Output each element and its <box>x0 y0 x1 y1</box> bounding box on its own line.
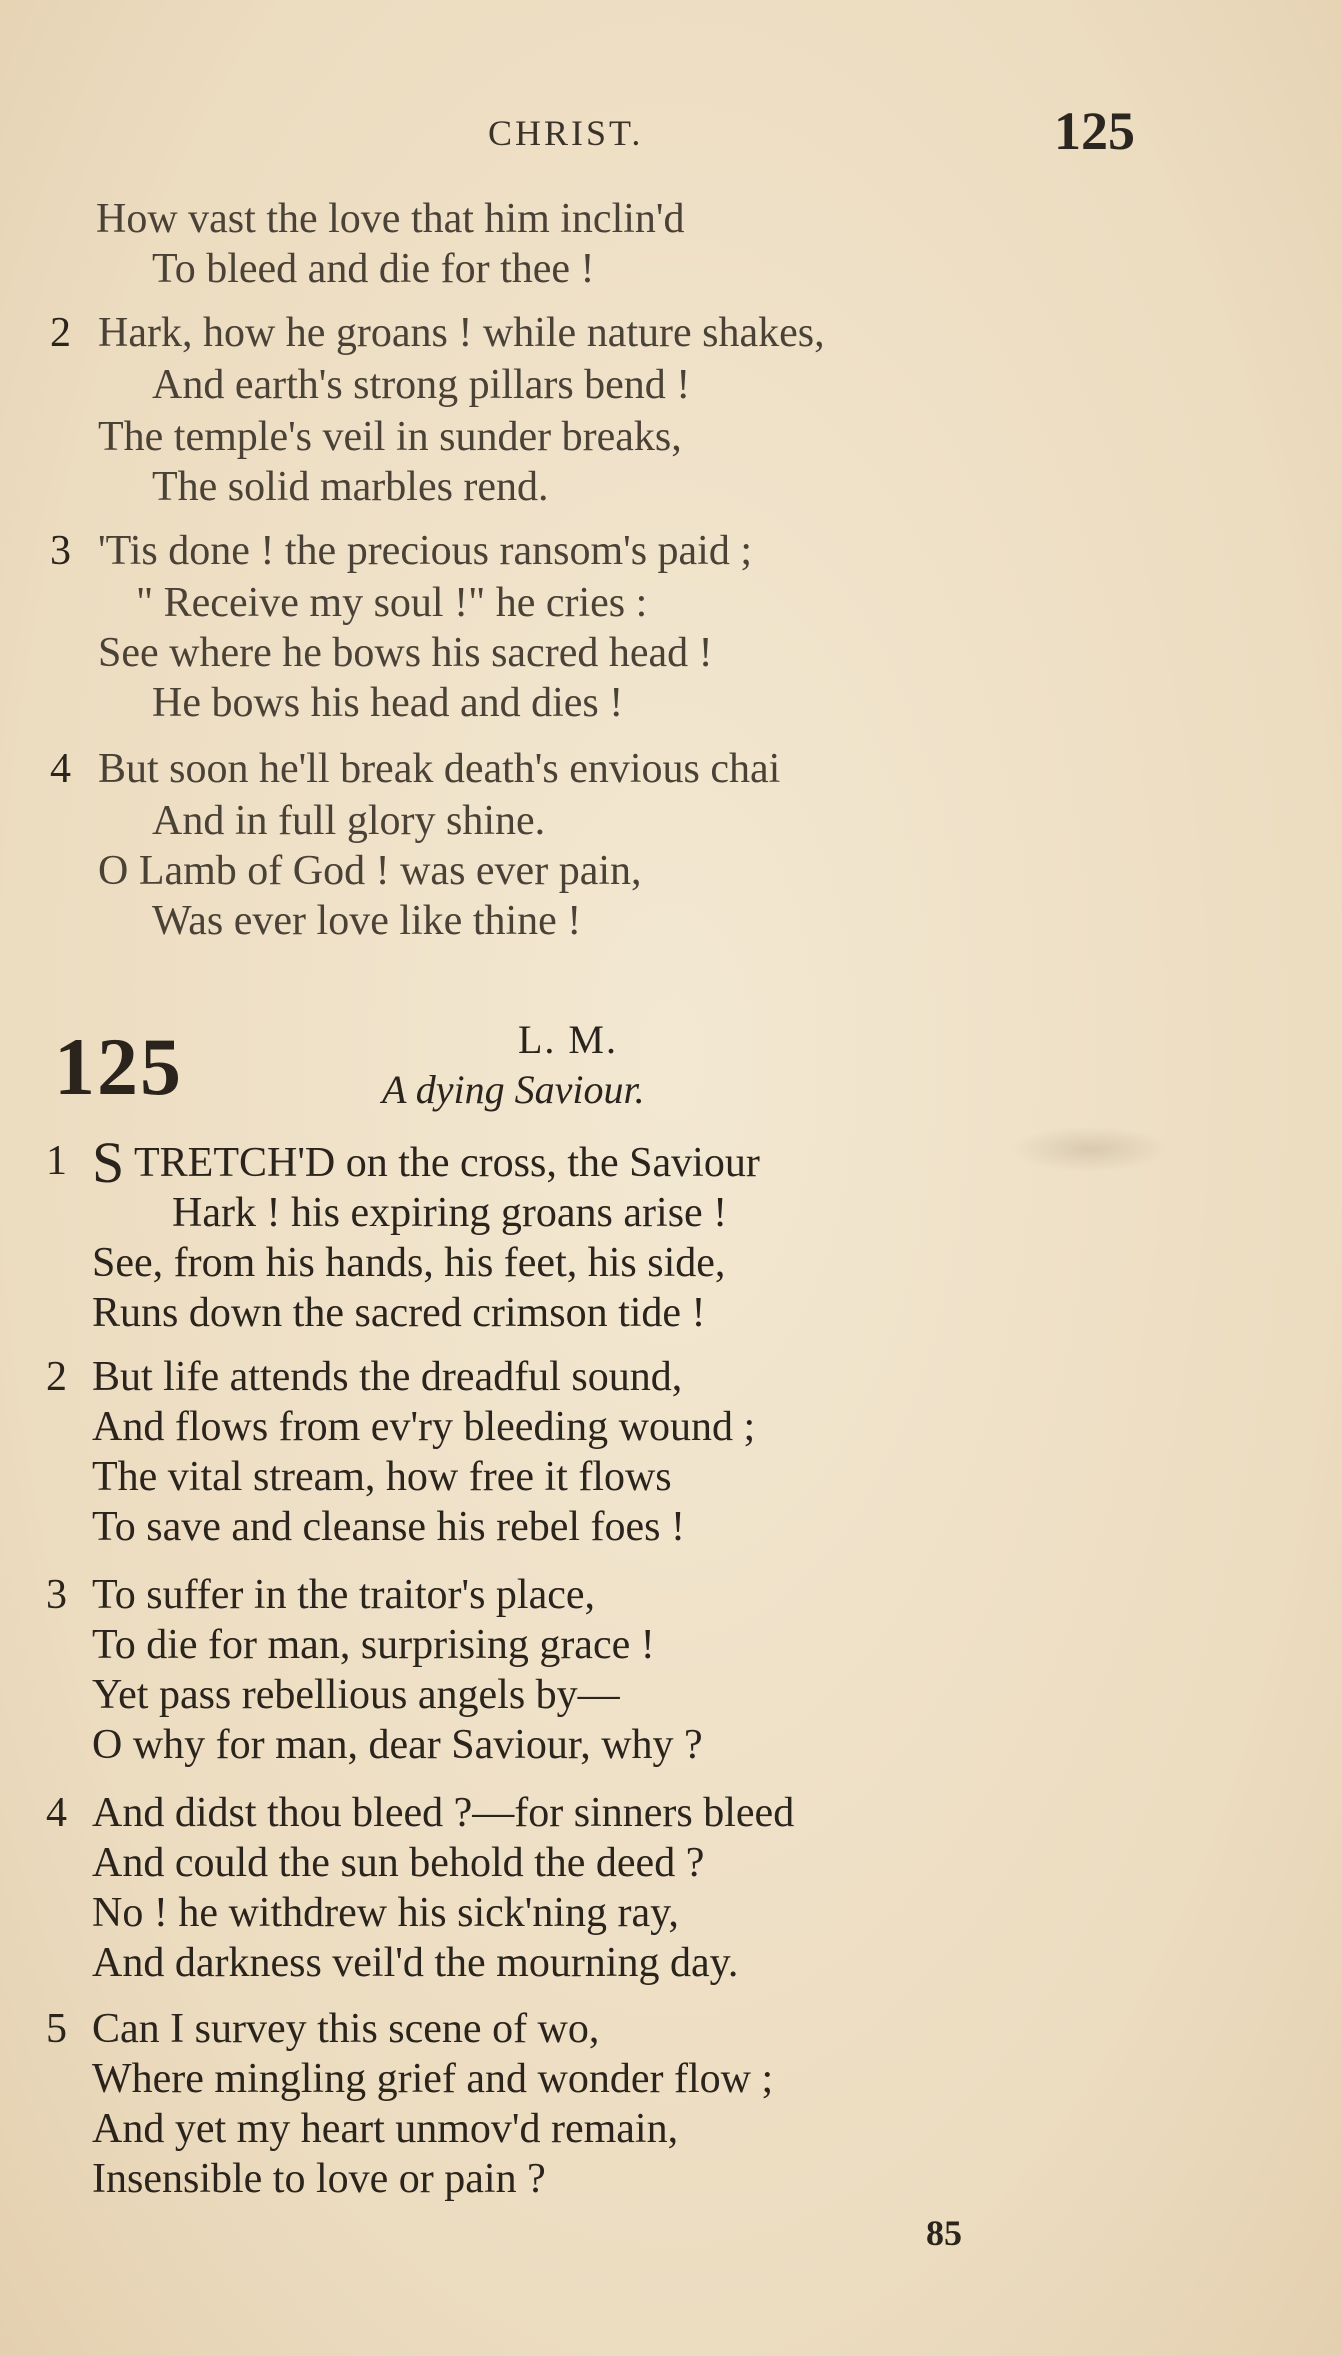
continuation-line-1: How vast the love that him inclin'd <box>96 196 685 242</box>
verse-line: He bows his head and dies ! <box>152 680 624 726</box>
hymn-meter: L. M. <box>518 1017 618 1062</box>
running-head: CHRIST. <box>488 113 644 153</box>
verse-line: And in full glory shine. <box>152 798 546 844</box>
verse-line: The solid marbles rend. <box>152 464 549 510</box>
verse-line: To die for man, surprising grace ! <box>92 1622 655 1668</box>
continuation-line-2: To bleed and die for thee ! <box>152 246 595 292</box>
verse-line: To suffer in the traitor's place, <box>92 1572 596 1618</box>
verse-line: TRETCH'D on the cross, the Saviour <box>134 1140 760 1186</box>
verse-line: Runs down the sacred crimson tide ! <box>92 1290 706 1336</box>
verse-line: And earth's strong pillars bend ! <box>152 362 691 408</box>
drop-cap: S <box>92 1130 125 1195</box>
hymn-number: 125 <box>54 1021 183 1112</box>
verse-line: No ! he withdrew his sick'ning ray, <box>92 1890 679 1936</box>
verse-line: And yet my heart unmov'd remain, <box>92 2106 679 2152</box>
verse-number: 4 <box>50 746 71 792</box>
verse-line: But soon he'll break death's envious chai <box>98 746 781 792</box>
page-number: 125 <box>1054 101 1135 161</box>
verse-number: 2 <box>50 310 71 356</box>
verse-line: Hark ! his expiring groans arise ! <box>172 1190 728 1236</box>
signature-mark: 85 <box>926 2213 962 2253</box>
verse-line: And didst thou bleed ?—for sinners bleed <box>92 1790 795 1836</box>
paper-stain <box>1010 1126 1170 1172</box>
verse-line: O why for man, dear Saviour, why ? <box>92 1722 703 1768</box>
verse-number: 4 <box>46 1790 67 1836</box>
verse-number: 1 <box>46 1138 67 1184</box>
verse-number: 2 <box>46 1354 67 1400</box>
verse-line: Can I survey this scene of wo, <box>92 2006 600 2052</box>
verse-line: To save and cleanse his rebel foes ! <box>92 1504 685 1550</box>
verse-number: 5 <box>46 2006 67 2052</box>
verse-number: 3 <box>46 1572 67 1618</box>
verse-line: Insensible to love or pain ? <box>92 2156 546 2202</box>
verse-number: 3 <box>50 528 71 574</box>
verse-line: 'Tis done ! the precious ransom's paid ; <box>98 528 753 574</box>
hymn-title: A dying Saviour. <box>382 1067 645 1112</box>
verse-line: The vital stream, how free it flows <box>92 1454 672 1500</box>
verse-line: The temple's veil in sunder breaks, <box>98 414 682 460</box>
verse-line: " Receive my soul !" he cries : <box>136 580 648 626</box>
verse-line: And darkness veil'd the mourning day. <box>92 1940 739 1986</box>
verse-line: And could the sun behold the deed ? <box>92 1840 705 1886</box>
verse-line: O Lamb of God ! was ever pain, <box>98 848 642 894</box>
verse-line: See, from his hands, his feet, his side, <box>92 1240 726 1286</box>
verse-line: Where mingling grief and wonder flow ; <box>92 2056 774 2102</box>
verse-line: But life attends the dreadful sound, <box>92 1354 683 1400</box>
verse-line: Was ever love like thine ! <box>152 898 582 944</box>
verse-line: Hark, how he groans ! while nature shakes, <box>98 310 825 356</box>
verse-line: And flows from ev'ry bleeding wound ; <box>92 1404 756 1450</box>
verse-line: Yet pass rebellious angels by— <box>92 1672 620 1718</box>
verse-line: See where he bows his sacred head ! <box>98 630 713 676</box>
